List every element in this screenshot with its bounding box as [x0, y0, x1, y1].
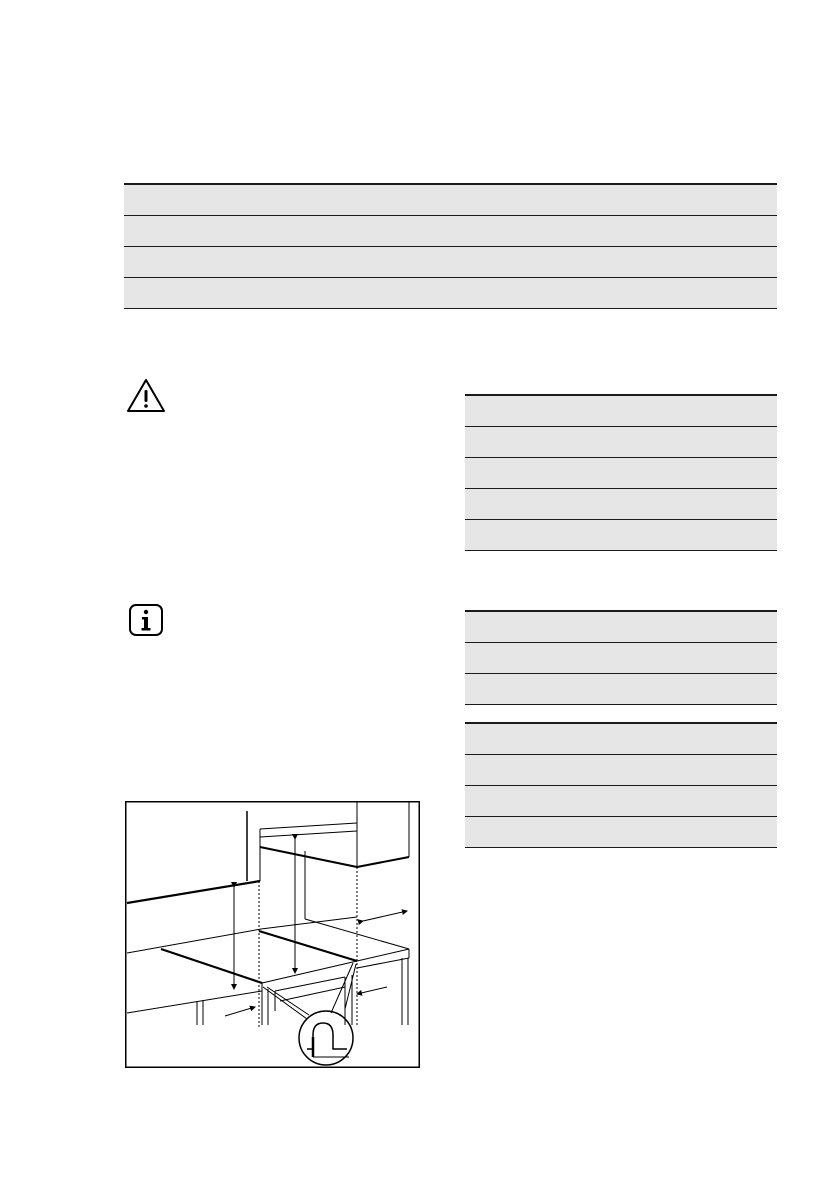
table-row [124, 185, 777, 216]
table-right-2 [465, 610, 777, 705]
warning-triangle-icon [125, 377, 167, 415]
table-row [124, 247, 777, 278]
table-row [465, 489, 777, 520]
table-row [465, 396, 777, 427]
table-row [124, 216, 777, 247]
table-right-3 [465, 722, 777, 848]
table-top [124, 183, 777, 309]
table-row [465, 724, 777, 755]
table-row [465, 755, 777, 786]
table-row [465, 643, 777, 674]
table-row [465, 817, 777, 848]
table-row [465, 674, 777, 705]
table-row [465, 427, 777, 458]
table-row [465, 786, 777, 817]
table-row [465, 612, 777, 643]
table-row [465, 520, 777, 551]
table-row [465, 458, 777, 489]
table-row [124, 278, 777, 309]
info-icon [128, 603, 164, 637]
installation-diagram [125, 801, 420, 1068]
table-right-1 [465, 394, 777, 551]
